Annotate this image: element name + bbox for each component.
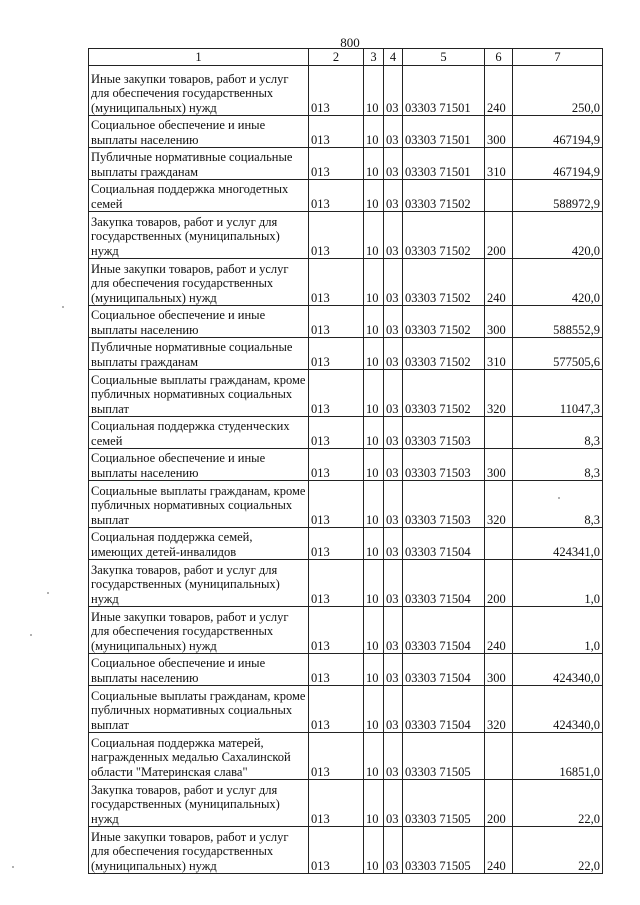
expense-name-cell: Социальная поддержка матерей, награжденных медалью Сахалинской области "Материнская слава" [89,733,309,780]
target-article-cell: 03303 71503 [403,449,485,481]
table-row [89,528,603,560]
table-body [89,66,603,874]
subsection-code-cell: 03 [384,306,403,338]
table-header [89,49,603,66]
target-article-cell: 03303 71505 [403,733,485,780]
column-header: 7 [513,49,603,66]
page-number: 800 [340,35,360,50]
expense-type-cell: 310 [485,148,513,180]
expense-name-cell: Закупка товаров, работ и услуг для государственных (муниципальных) нужд [89,780,309,827]
section-code-cell: 10 [364,654,384,686]
target-article-cell: 03303 71502 [403,180,485,212]
expense-type-cell: 240 [485,607,513,654]
column-header: 1 [89,49,309,66]
section-code-cell: 10 [364,306,384,338]
section-code-cell: 10 [364,607,384,654]
expense-type-cell: 320 [485,481,513,528]
target-article-cell: 03303 71504 [403,528,485,560]
expense-type-cell: 200 [485,212,513,259]
table-row [89,148,603,180]
table-row [89,306,603,338]
subsection-code-cell: 03 [384,560,403,607]
expense-name-cell: Социальное обеспечение и иные выплаты населению [89,306,309,338]
ministry-code-cell: 013 [309,560,364,607]
subsection-code-cell: 03 [384,827,403,874]
header-row [89,49,603,66]
target-article-cell: 03303 71504 [403,654,485,686]
ministry-code-cell: 013 [309,733,364,780]
expense-type-cell: 300 [485,306,513,338]
scan-speck [30,634,32,636]
amount-cell: 22,0 [513,780,603,827]
amount-cell: 8,3 [513,417,603,449]
section-code-cell: 10 [364,686,384,733]
expense-type-cell: 320 [485,370,513,417]
section-code-cell: 10 [364,338,384,370]
subsection-code-cell: 03 [384,148,403,180]
subsection-code-cell: 03 [384,259,403,306]
expense-name-cell: Социальная поддержка многодетных семей [89,180,309,212]
section-code-cell: 10 [364,417,384,449]
subsection-code-cell: 03 [384,338,403,370]
subsection-code-cell: 03 [384,417,403,449]
expense-type-cell: 240 [485,66,513,116]
amount-cell: 420,0 [513,212,603,259]
amount-cell: 588552,9 [513,306,603,338]
table-row [89,259,603,306]
subsection-code-cell: 03 [384,686,403,733]
target-article-cell: 03303 71501 [403,66,485,116]
ministry-code-cell: 013 [309,481,364,528]
ministry-code-cell: 013 [309,338,364,370]
ministry-code-cell: 013 [309,654,364,686]
budget-table [88,48,603,874]
table-row [89,827,603,874]
ministry-code-cell: 013 [309,827,364,874]
expense-name-cell: Иные закупки товаров, работ и услуг для обеспечения государственных (муниципальных) нужд [89,607,309,654]
column-header: 4 [384,49,403,66]
table-row [89,212,603,259]
table-row [89,66,603,116]
target-article-cell: 03303 71505 [403,780,485,827]
section-code-cell: 10 [364,259,384,306]
subsection-code-cell: 03 [384,528,403,560]
section-code-cell: 10 [364,481,384,528]
subsection-code-cell: 03 [384,180,403,212]
expense-type-cell: 300 [485,116,513,148]
amount-cell: 1,0 [513,560,603,607]
expense-type-cell [485,733,513,780]
amount-cell: 8,3 [513,449,603,481]
ministry-code-cell: 013 [309,686,364,733]
target-article-cell: 03303 71502 [403,259,485,306]
ministry-code-cell: 013 [309,116,364,148]
amount-cell: 424340,0 [513,654,603,686]
ministry-code-cell: 013 [309,212,364,259]
expense-name-cell: Социальная поддержка студенческих семей [89,417,309,449]
expense-name-cell: Социальное обеспечение и иные выплаты населению [89,654,309,686]
expense-type-cell [485,417,513,449]
section-code-cell: 10 [364,148,384,180]
scan-speck [62,306,64,308]
subsection-code-cell: 03 [384,212,403,259]
table-row [89,780,603,827]
table-row [89,370,603,417]
table-row [89,607,603,654]
table-row [89,654,603,686]
ministry-code-cell: 013 [309,66,364,116]
expense-name-cell: Публичные нормативные социальные выплаты гражданам [89,338,309,370]
target-article-cell: 03303 71504 [403,607,485,654]
section-code-cell: 10 [364,370,384,417]
amount-cell: 8,3 [513,481,603,528]
amount-cell: 577505,6 [513,338,603,370]
amount-cell: 22,0 [513,827,603,874]
section-code-cell: 10 [364,66,384,116]
scan-speck [12,866,14,868]
subsection-code-cell: 03 [384,66,403,116]
column-header: 6 [485,49,513,66]
expense-type-cell [485,528,513,560]
section-code-cell: 10 [364,560,384,607]
target-article-cell: 03303 71502 [403,338,485,370]
target-article-cell: 03303 71502 [403,370,485,417]
table-row [89,180,603,212]
target-article-cell: 03303 71501 [403,116,485,148]
expense-name-cell: Иные закупки товаров, работ и услуг для обеспечения государственных (муниципальных) нужд [89,259,309,306]
table-row [89,116,603,148]
ministry-code-cell: 013 [309,780,364,827]
expense-name-cell: Иные закупки товаров, работ и услуг для обеспечения государственных (муниципальных) нужд [89,66,309,116]
table-row [89,733,603,780]
ministry-code-cell: 013 [309,607,364,654]
amount-cell: 467194,9 [513,148,603,180]
subsection-code-cell: 03 [384,780,403,827]
amount-cell: 424340,0 [513,686,603,733]
ministry-code-cell: 013 [309,180,364,212]
expense-name-cell: Закупка товаров, работ и услуг для государственных (муниципальных) нужд [89,560,309,607]
column-header: 3 [364,49,384,66]
expense-type-cell [485,180,513,212]
expense-name-cell: Публичные нормативные социальные выплаты гражданам [89,148,309,180]
ministry-code-cell: 013 [309,449,364,481]
table-row [89,686,603,733]
expense-type-cell: 300 [485,654,513,686]
ministry-code-cell: 013 [309,528,364,560]
subsection-code-cell: 03 [384,733,403,780]
section-code-cell: 10 [364,780,384,827]
expense-name-cell: Социальные выплаты гражданам, кроме публичных нормативных социальных выплат [89,481,309,528]
section-code-cell: 10 [364,212,384,259]
target-article-cell: 03303 71504 [403,686,485,733]
target-article-cell: 03303 71505 [403,827,485,874]
section-code-cell: 10 [364,733,384,780]
target-article-cell: 03303 71503 [403,417,485,449]
amount-cell: 11047,3 [513,370,603,417]
section-code-cell: 10 [364,449,384,481]
section-code-cell: 10 [364,827,384,874]
table-row [89,560,603,607]
scan-speck [558,497,560,499]
expense-name-cell: Иные закупки товаров, работ и услуг для обеспечения государственных (муниципальных) нужд [89,827,309,874]
column-header: 5 [403,49,485,66]
expense-name-cell: Социальная поддержка семей, имеющих детей-инвалидов [89,528,309,560]
subsection-code-cell: 03 [384,654,403,686]
amount-cell: 424341,0 [513,528,603,560]
target-article-cell: 03303 71504 [403,560,485,607]
section-code-cell: 10 [364,180,384,212]
target-article-cell: 03303 71503 [403,481,485,528]
amount-cell: 250,0 [513,66,603,116]
expense-name-cell: Закупка товаров, работ и услуг для государственных (муниципальных) нужд [89,212,309,259]
subsection-code-cell: 03 [384,481,403,528]
expense-name-cell: Социальные выплаты гражданам, кроме публичных нормативных социальных выплат [89,370,309,417]
subsection-code-cell: 03 [384,116,403,148]
table-row [89,481,603,528]
target-article-cell: 03303 71502 [403,306,485,338]
section-code-cell: 10 [364,528,384,560]
table-row [89,338,603,370]
expense-name-cell: Социальное обеспечение и иные выплаты населению [89,449,309,481]
expense-type-cell: 200 [485,560,513,607]
column-header: 2 [309,49,364,66]
expense-type-cell: 240 [485,827,513,874]
section-code-cell: 10 [364,116,384,148]
target-article-cell: 03303 71502 [403,212,485,259]
ministry-code-cell: 013 [309,259,364,306]
scan-speck [47,592,49,594]
ministry-code-cell: 013 [309,370,364,417]
amount-cell: 420,0 [513,259,603,306]
expense-name-cell: Социальные выплаты гражданам, кроме публичных нормативных социальных выплат [89,686,309,733]
table-row [89,417,603,449]
expense-type-cell: 310 [485,338,513,370]
ministry-code-cell: 013 [309,306,364,338]
expense-name-cell: Социальное обеспечение и иные выплаты населению [89,116,309,148]
subsection-code-cell: 03 [384,449,403,481]
expense-type-cell: 300 [485,449,513,481]
amount-cell: 467194,9 [513,116,603,148]
ministry-code-cell: 013 [309,148,364,180]
amount-cell: 588972,9 [513,180,603,212]
expense-type-cell: 200 [485,780,513,827]
table-row [89,449,603,481]
amount-cell: 16851,0 [513,733,603,780]
expense-type-cell: 240 [485,259,513,306]
target-article-cell: 03303 71501 [403,148,485,180]
subsection-code-cell: 03 [384,370,403,417]
expense-type-cell: 320 [485,686,513,733]
ministry-code-cell: 013 [309,417,364,449]
subsection-code-cell: 03 [384,607,403,654]
amount-cell: 1,0 [513,607,603,654]
